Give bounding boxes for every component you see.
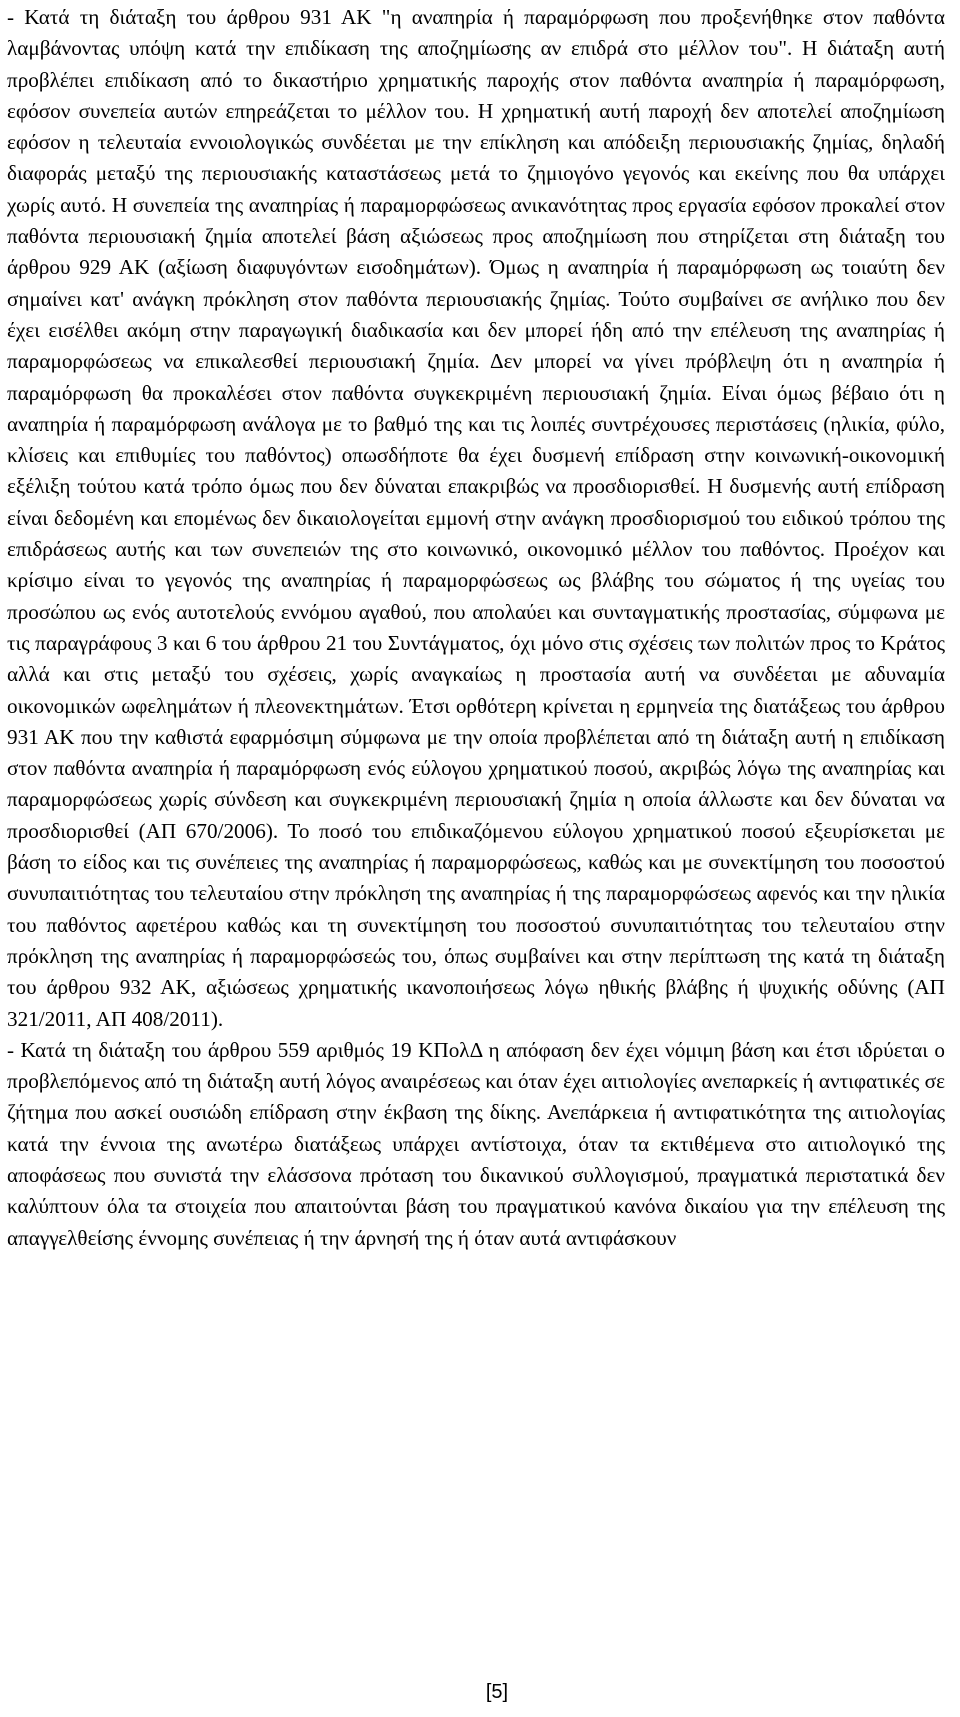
paragraph-article-559: - Κατά τη διάταξη του άρθρου 559 αριθμός 19 ΚΠολΔ η απόφαση δεν έχει νόμιμη βάση και έτσι ιδρύεται ο προβλεπόμενος από τη διάταξη αυτή λόγος αναιρέσεως και όταν έχει αιτιολογίες ανεπαρκείς ή αντιφατικές σε ζήτημα που ασκεί ουσιώδη επίδραση στην έκβαση της δίκης. Ανεπάρκεια ή αντιφατικότητα της αιτιολογίας κατά την έννοια της ανωτέρω διατάξεως υπάρχει αντίστοιχα, όταν τα εκτιθέμενα στο αιτιολογικό της αποφάσεως που συνιστά την ελάσσονα πρόταση του δικανικού συλλογισμού, πραγματικά περιστατικά δεν καλύπτουν όλα τα στοιχεία που απαιτούνται βάση του πραγματικού κανόνα δικαίου για την επέλευση της απαγγελθείσης έννομης συνέπειας ή την άρνησή της ή όταν αυτά αντιφάσκουν xyxy=(7,1037,945,1250)
page-number: [5] xyxy=(485,1681,509,1703)
body-text xyxy=(7,2,945,1254)
paragraph-article-931: - Κατά τη διάταξη του άρθρου 931 ΑΚ "η αναπηρία ή παραμόρφωση που προξενήθηκε στον παθόντα λαμβάνοντας υπόψη κατά την επιδίκαση της αποζημίωσης αν επιδρά στο μέλλον του". Η διάταξη αυτή προβλέπει επιδίκαση από το δικαστήριο χρηματικής παροχής στον παθόντα αναπηρία ή παραμόρφωση, εφόσον συνεπεία αυτών επηρεάζεται το μέλλον του. Η χρηματική αυτή παροχή δεν αποτελεί αποζημίωση εφόσον η τελευταία εννοιολογικώς συνδέεται με την επίκληση και απόδειξη περιουσιακής ζημίας, δηλαδή διαφοράς μεταξύ της περιουσιακής καταστάσεως μετά το ζημιογόνο γεγονός και εκείνης που θα υπάρχει χωρίς αυτό. Η συνεπεία της αναπηρίας ή παραμορφώσεως ανικανότητας προς εργασία εφόσον προκαλεί στον παθόντα περιουσιακή ζημία αποτελεί βάση αξιώσεως προς αποζημίωση που στηρίζεται στη διάταξη του άρθρου 929 ΑΚ (αξίωση διαφυγόντων εισοδημάτων). Όμως η αναπηρία ή παραμόρφωση ως τοιαύτη δεν σημαίνει κατ' ανάγκη πρόκληση στον παθόντα περιουσιακής ζημίας. Τούτο συμβαίνει σε ανήλικο που δεν έχει εισέλθει ακόμη στην παραγωγική διαδικασία και δεν μπορεί ήδη από την επέλευση της αναπηρίας ή παραμορφώσεως να επικαλεσθεί περιουσιακή ζημία. Δεν μπορεί να γίνει πρόβλεψη ότι η αναπηρία ή παραμόρφωση θα προκαλέσει στον παθόντα συγκεκριμένη περιουσιακή ζημία. Είναι όμως βέβαιο ότι η αναπηρία ή παραμόρφωση ανάλογα με το βαθμό της και τις λοιπές συντρέχουσες περιστάσεις (ηλικία, φύλο, κλίσεις και επιθυμίες του παθόντος) οπωσδήποτε θα έχει δυσμενή επίδραση στην κοινωνική-οικονομική εξέλιξη τούτου κατά τρόπο όμως που δεν δύναται επακριβώς να προσδιορισθεί. Η δυσμενής αυτή επίδραση είναι δεδομένη και επομένως δεν δικαιολογείται εμμονή στην ανάγκη προσδιορισμού του ειδικού τρόπου της επιδράσεως αυτής και των συνεπειών της στο κοινωνικό, οικονομικό μέλλον του παθόντος. Προέχον και κρίσιμο είναι το γεγονός της αναπηρίας ή παραμορφώσεως ως βλάβης του σώματος ή της υγείας του προσώπου ως ενός αυτοτελούς εννόμου αγαθού, που απολαύει και συνταγματικής προστασίας, σύμφωνα με τις παραγράφους 3 και 6 του άρθρου 21 του Συντάγματος, όχι μόνο στις σχέσεις των πολιτών προς το Κράτος αλλά και στις μεταξύ του σχέσεις, χωρίς αναγκαίως η προστασία αυτή να συνδέεται με αδυναμία οικονομικών ωφελημάτων ή πλεονεκτημάτων. Έτσι ορθότερη κρίνεται η ερμηνεία της διατάξεως του άρθρου 931 ΑΚ που την καθιστά εφαρμόσιμη σύμφωνα με την οποία προβλέπεται από τη διάταξη αυτή η επιδίκαση στον παθόντα αναπηρία ή παραμόρφωση ενός εύλογου χρηματικού ποσού, ακριβώς λόγω της αναπηρίας και παραμορφώσεως χωρίς σύνδεση και συγκεκριμένη περιουσιακή ζημία η οποία άλλωστε και δεν δύναται να προσδιορισθεί (ΑΠ 670/2006). Το ποσό του επιδικαζόμενου εύλογου χρηματικού ποσού εξευρίσκεται με βάση το είδος και τις συνέπειες της αναπηρίας ή παραμορφώσεως, καθώς και με συνεκτίμηση του ποσοστού συνυπαιτιότητας του τελευταίου στην πρόκληση της αναπηρίας ή της παραμορφώσεως αφενός και την ηλικία του παθόντος αφετέρου καθώς και τη συνεκτίμηση του ποσοστού συνυπαιτιότητας του τελευταίου στην πρόκληση της αναπηρίας ή παραμορφώσεώς του, όπως συμβαίνει και στην περίπτωση της κατά τη διάταξη του άρθρου 932 ΑΚ, αξιώσεως χρηματικής ικανοποιήσεως λόγω ηθικής βλάβης ή ψυχικής οδύνης (ΑΠ 321/2011, ΑΠ 408/2011). xyxy=(7,5,945,1031)
